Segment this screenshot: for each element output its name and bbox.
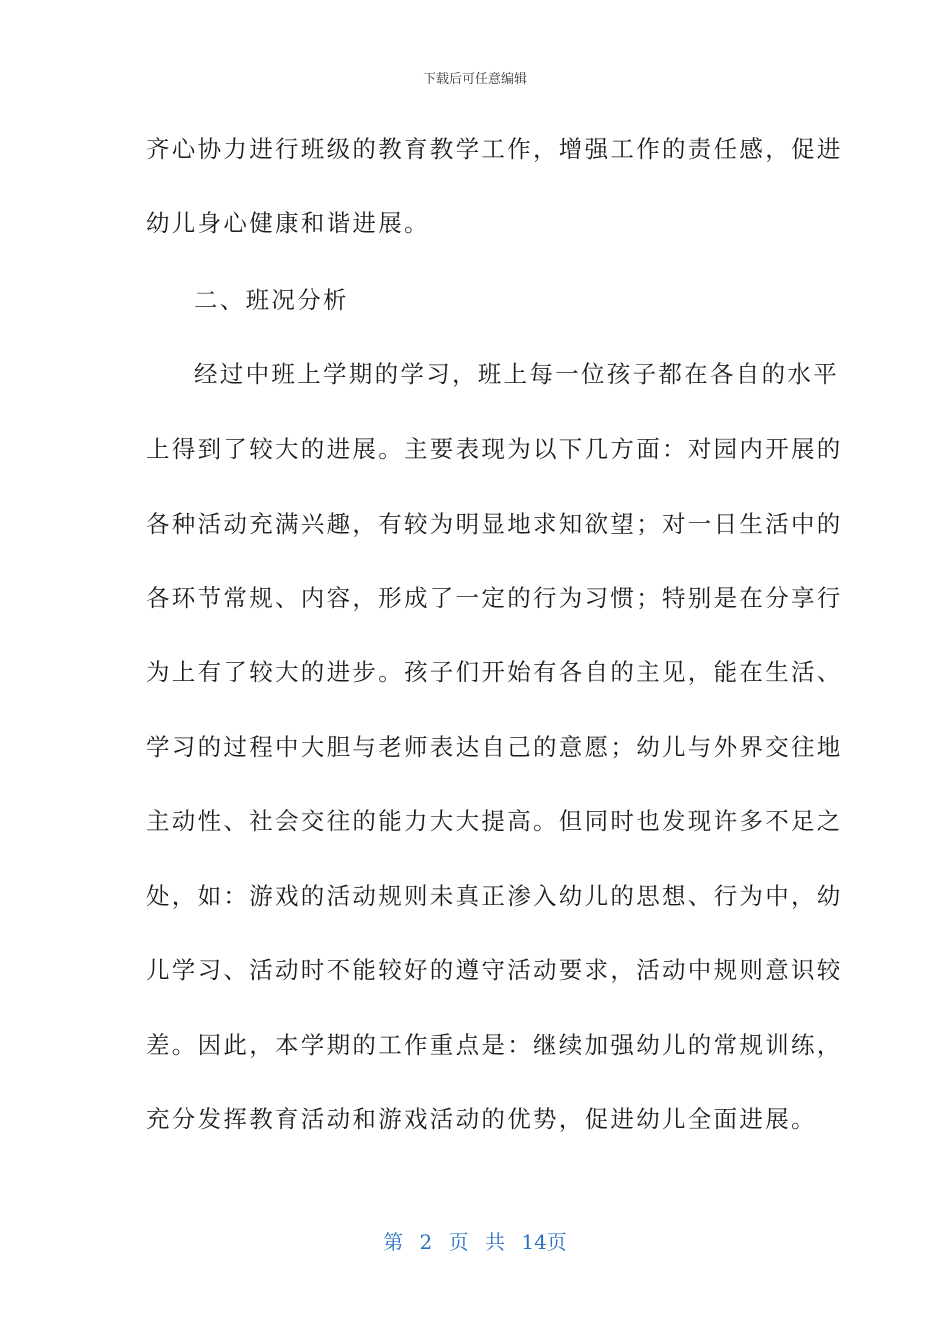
body-line: 幼儿身心健康和谐进展。: [146, 209, 430, 237]
body-line: 处，如：游戏的活动规则未真正渗入幼儿的思想、行为中，幼: [146, 882, 843, 910]
body-line: 齐心协力进行班级的教育教学工作，增强工作的责任感，促进: [146, 135, 843, 163]
page-footer: 第 2 页 共 14页: [383, 1230, 567, 1254]
body-line: 上得到了较大的进展。主要表现为以下几方面：对园内开展的: [146, 435, 843, 463]
page-header: 下载后可任意编辑: [422, 72, 527, 87]
body-line: 为上有了较大的进步。孩子们开始有各自的主见，能在生活、: [146, 658, 843, 686]
body-line: 各种活动充满兴趣，有较为明显地求知欲望；对一日生活中的: [146, 510, 843, 538]
body-line: 儿学习、活动时不能较好的遵守活动要求，活动中规则意识较: [146, 956, 843, 984]
body-line: 经过中班上学期的学习，班上每一位孩子都在各自的水平: [194, 360, 839, 388]
body-line: 充分发挥教育活动和游戏活动的优势，促进幼儿全面进展。: [146, 1105, 817, 1133]
body-line: 各环节常规、内容，形成了一定的行为习惯；特别是在分享行: [146, 584, 843, 612]
body-line: 主动性、社会交往的能力大大提高。但同时也发现许多不足之: [146, 807, 843, 835]
body-line: 差。因此，本学期的工作重点是：继续加强幼儿的常规训练，: [146, 1031, 843, 1059]
section-heading: 二、班况分析: [194, 286, 349, 314]
body-line: 学习的过程中大胆与老师表达自己的意愿；幼儿与外界交往地: [146, 733, 843, 761]
